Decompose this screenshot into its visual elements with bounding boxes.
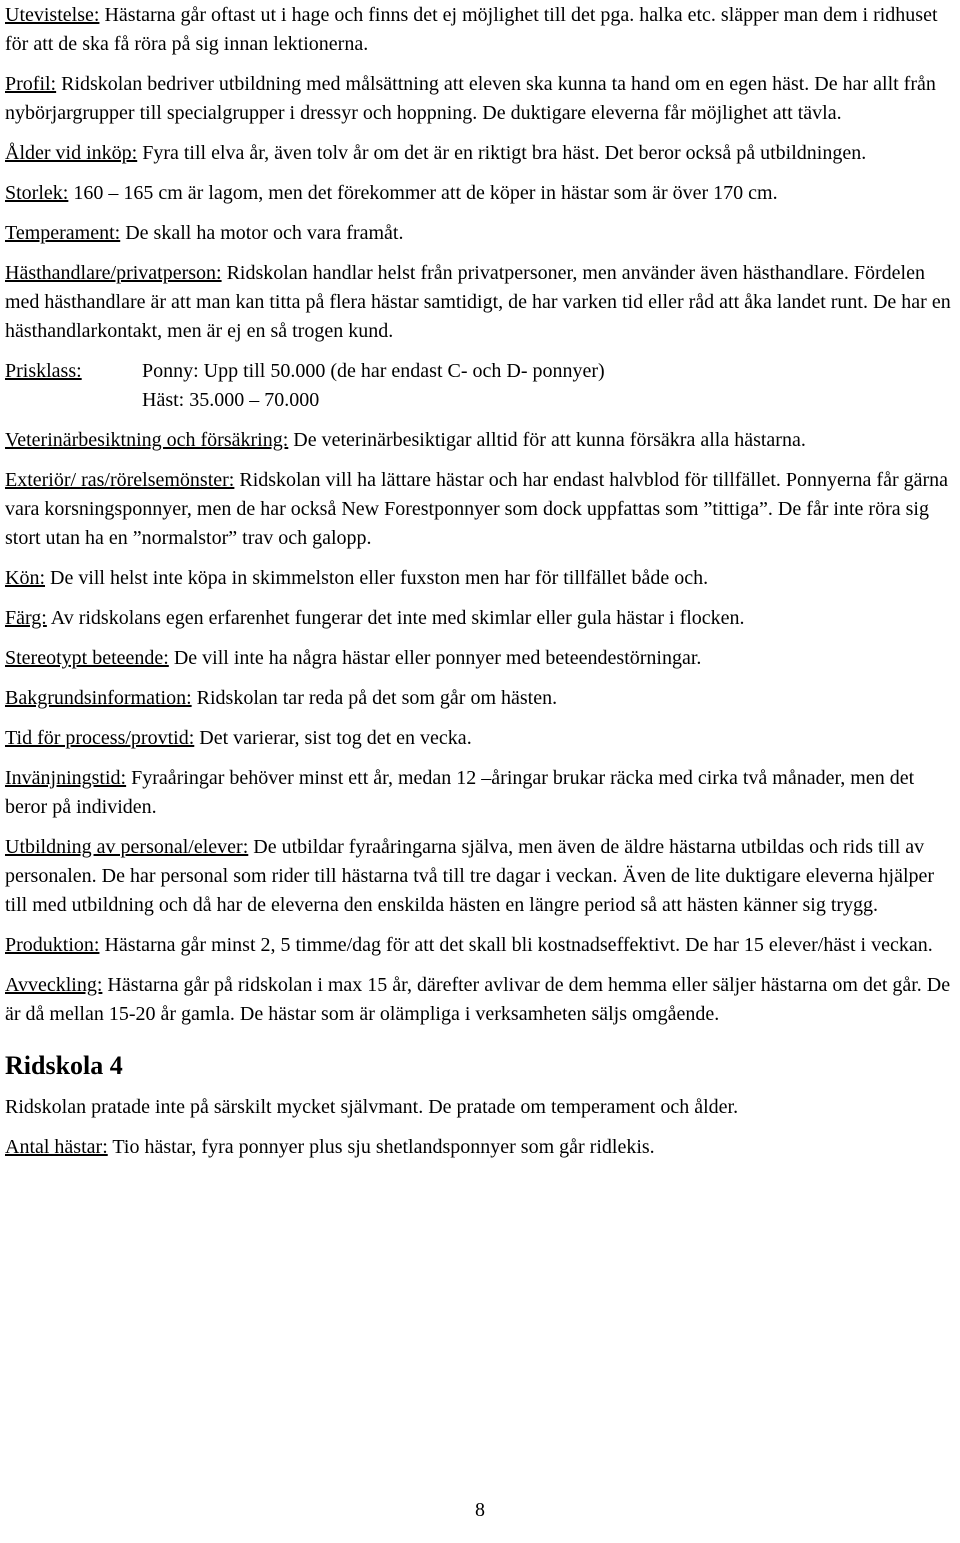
price-ponny: Ponny: Upp till 50.000 (de har endast C- och D- ponnyer) [142, 360, 605, 382]
section-text: Fyraåringar behöver minst ett år, medan 12 –åringar brukar räcka med cirka två månader, men det beror på individen. [5, 767, 915, 818]
section-label: Invänjningstid: [5, 767, 127, 789]
section-text: De vill helst inte köpa in skimmelston eller fuxston men har för tillfället både och. [45, 567, 709, 589]
section-label: Exteriör/ ras/rörelsemönster: [5, 469, 235, 491]
section-label: Antal hästar: [5, 1136, 108, 1158]
section-text: De skall ha motor och vara framåt. [120, 222, 404, 244]
section-text: Fyra till elva år, även tolv år om det är en riktigt bra häst. Det beror också på utbildningen. [137, 142, 867, 164]
section-temperament [5, 219, 955, 248]
section-text: Ridskolan handlar helst från privatpersoner, men använder även hästhandlare. Fördelen med hästhandlare är att man kan titta på flera hästar samtidigt, de har varken tid eller råd att åka landet runt. De har en hästhandlarkontakt, men är ej en så trogen kund. [5, 262, 951, 342]
section-farg [5, 604, 955, 633]
section-label: Ålder vid inköp: [5, 142, 138, 164]
section-utbildning [5, 833, 955, 920]
section-text: Det varierar, sist tog det en vecka. [194, 727, 472, 749]
section-text: 160 – 165 cm är lagom, men det förekommer att de köper in hästar som är över 170 cm. [68, 182, 778, 204]
section-label: Veterinärbesiktning och försäkring: [5, 429, 289, 451]
section-label: Avveckling: [5, 974, 103, 996]
section-text: Hästarna går minst 2, 5 timme/dag för att det skall bli kostnadseffektivt. De har 15 elever/häst i veckan. [99, 934, 933, 956]
section-prisklass [5, 357, 955, 415]
document-page [5, 0, 955, 1173]
section-antal [5, 1133, 955, 1162]
section-text: Ridskolan bedriver utbildning med målsättning att eleven ska kunna ta hand om en egen häst. De har allt från nybörjargrupper till specialgrupper i dressyr och hoppning. De duktigare eleverna får möjlighet att tävla. [5, 73, 936, 124]
section-label: Produktion: [5, 934, 100, 956]
section-text: Ridskolan vill ha lättare hästar och har endast halvblod för tillfället. Ponnyerna får gärna vara korsningsponnyer, men de har också New Forestponnyer som dock uppfattas som ”tittiga”. De får inte röra sig stort utan ha en ”normalstor” trav och galopp. [5, 469, 949, 549]
section-produktion [5, 931, 955, 960]
section-label: Profil: [5, 73, 57, 95]
section-label: Tid för process/provtid: [5, 727, 195, 749]
section-stereotypt [5, 644, 955, 673]
section-label: Temperament: [5, 222, 121, 244]
section-text: Av ridskolans egen erfarenhet fungerar det inte med skimlar eller gula hästar i flocken. [46, 607, 745, 629]
section-utevistelse [5, 1, 955, 59]
section-text: De utbildar fyraåringarna själva, men även de äldre hästarna utbildas och rids till av personalen. De har personal som rider till hästarna två till tre dagar i veckan. Även de lite duktigare eleverna hjälper till med utbildning och då har de eleverna den enskilda hästen en längre period så att hästen känner sig trygg. [5, 836, 935, 916]
section-text: Hästarna går på ridskolan i max 15 år, därefter avlivar de dem hemma eller säljer hästarna om det går. De är då mellan 15-20 år gamla. De hästar som är olämpliga i verksamheten säljs omgående. [5, 974, 951, 1025]
section-bakgrund [5, 684, 955, 713]
section-heading: Ridskola 4 [5, 1051, 123, 1080]
section-text: De vill inte ha några hästar eller ponnyer med beteendestörningar. [168, 647, 702, 669]
section-veterinar [5, 426, 955, 455]
intro-paragraph: Ridskolan pratade inte på särskilt mycket självmant. De pratade om temperament och ålder. [5, 1096, 739, 1118]
section-tid [5, 724, 955, 753]
section-label: Utbildning av personal/elever: [5, 836, 249, 858]
section-text: Ridskolan tar reda på det som går om hästen. [191, 687, 558, 709]
section-avveckling [5, 971, 955, 1029]
price-hast: Häst: 35.000 – 70.000 [142, 389, 320, 411]
section-storlek [5, 179, 955, 208]
section-label: Storlek: [5, 182, 69, 204]
section-label: Kön: [5, 567, 45, 589]
section-label: Färg: [5, 607, 47, 629]
section-alder [5, 139, 955, 168]
section-label: Bakgrundsinformation: [5, 687, 192, 709]
section-text: De veterinärbesiktigar alltid för att kunna försäkra alla hästarna. [288, 429, 806, 451]
section-profil [5, 70, 955, 128]
section-label: Utevistelse: [5, 4, 100, 26]
section-invanjning [5, 764, 955, 822]
section-hasthandlare [5, 259, 955, 346]
section-exterior [5, 466, 955, 553]
section-text: Tio hästar, fyra ponnyer plus sju shetlandsponnyer som går ridlekis. [107, 1136, 655, 1158]
section-label: Hästhandlare/privatperson: [5, 262, 222, 284]
section-label: Prisklass: [5, 360, 82, 382]
page-number: 8 [475, 1499, 485, 1521]
section-kon [5, 564, 955, 593]
section-label: Stereotypt beteende: [5, 647, 169, 669]
section-text: Hästarna går oftast ut i hage och finns det ej möjlighet till det pga. halka etc. släpper man dem i ridhuset för att de ska få röra på sig innan lektionerna. [5, 4, 938, 55]
